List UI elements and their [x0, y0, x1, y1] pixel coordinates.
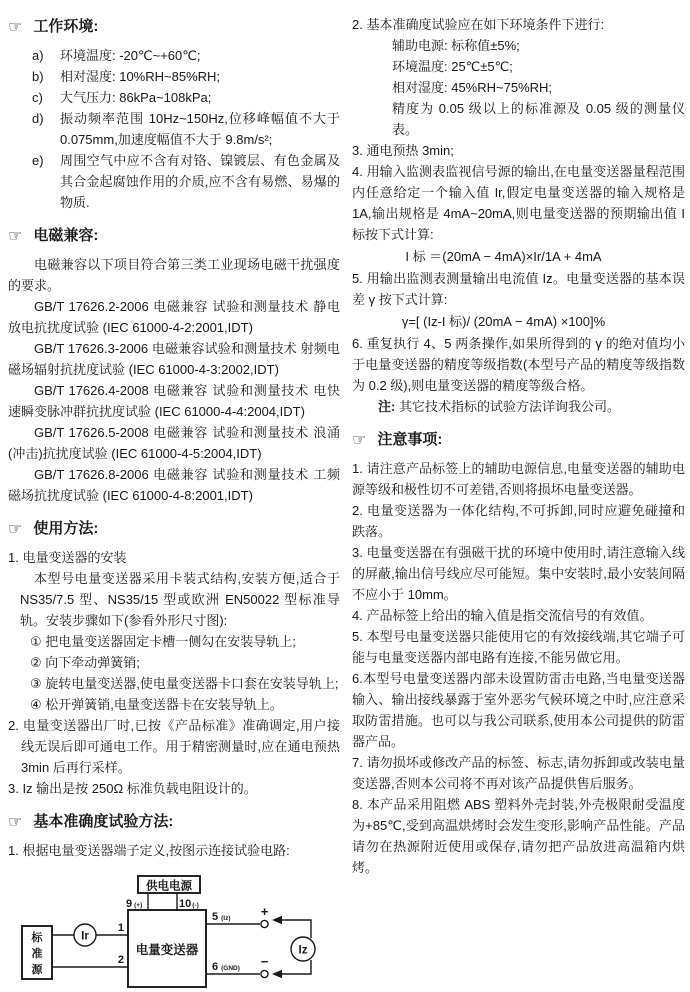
emc-standard: GB/T 17626.3-2006 电磁兼容试验和测量技术 射频电磁场辐射抗扰度试验 (IEC 61000-4-3:2002,IDT)	[8, 341, 340, 377]
pointing-hand-icon: ☞	[8, 814, 23, 831]
usage-step: ① 把电量变送器固定卡槽一侧勾在安装导轨上;	[30, 634, 296, 649]
item-label: e)	[32, 153, 44, 168]
standard-source-char: 源	[31, 964, 43, 976]
item-text: 环境温度: -20℃~+60℃;	[60, 48, 201, 63]
section-title-work-env: 工作环境:	[33, 18, 99, 35]
section-title-accuracy: 基本准确度试验方法:	[33, 813, 174, 830]
accuracy-item3: 3. 通电预热 3min;	[352, 143, 454, 158]
usage-item1-head: 1. 电量变送器的安装	[8, 550, 127, 565]
precaution-item: 6.本型号电量变送器内部未设置防雷击电路,当电量变送器输入、输出接线暴露于室外恶劣气候环境之中时,应注意采取防雷措施。也可以与我公司联系,使用本公司提供的防雷器产品。	[352, 671, 685, 749]
item-label: a)	[32, 48, 44, 63]
pointing-hand-icon: ☞	[8, 228, 23, 245]
work-env-item	[8, 108, 340, 150]
left-column	[8, 0, 340, 992]
emc-standard: GB/T 17626.2-2006 电磁兼容 试验和测量技术 静电放电抗扰度试验 (IEC 61000-4-2:2001,IDT)	[8, 299, 340, 335]
item-text: 相对湿度: 10%RH~85%RH;	[60, 69, 221, 84]
pointing-hand-icon: ☞	[352, 432, 367, 449]
formula-basic-error: γ=[ (Iz-I 标)/ (20mA − 4mA) ×100]%	[401, 314, 606, 329]
pin9-number: 9	[126, 898, 133, 910]
pin9-tag: (+)	[134, 902, 143, 909]
pin10-label	[179, 898, 199, 910]
iz-hook-top	[280, 920, 311, 938]
item-text: 周围空气中应不含有对铬、镍镀层、有色金属及其合金起腐蚀作用的介质,应不含有易燃、易爆的物质.	[60, 153, 340, 210]
work-env-item	[8, 87, 340, 108]
note-label: 注:	[378, 399, 396, 414]
precaution-item: 1. 请注意产品标签上的辅助电源信息,电量变送器的辅助电源等级和极性切不可差错,否则将损坏电量变送器。	[352, 461, 685, 497]
terminal-minus	[261, 970, 268, 977]
precaution-item: 3. 电量变送器在有强磁干扰的环境中使用时,请注意输入线的屏蔽,输出信号线应尽可能短。集中安装时,最小安装间隔不应小于 10mm。	[352, 545, 685, 602]
emc-standard: GB/T 17626.5-2008 电磁兼容 试验和测量技术 浪涌(冲击)抗扰度试验 (IEC 61000-4-5:2004,IDT)	[8, 425, 340, 461]
ir-meter-label: Ir	[81, 930, 89, 943]
usage-item3: 3. Iz 输出是按 250Ω 标准负载电阻设计的。	[8, 781, 257, 796]
work-env-item	[8, 66, 340, 87]
pin5-tag: (Iz)	[221, 915, 231, 922]
pointing-hand-icon: ☞	[8, 19, 23, 36]
transducer-label: 电量变送器	[135, 943, 199, 957]
section-usage	[8, 518, 340, 540]
accuracy-condition: 精度为 0.05 级以上的标准源及 0.05 级的测量仪表。	[392, 101, 685, 137]
accuracy-condition: 辅助电源: 标称值±5%;	[392, 38, 520, 53]
minus-sign: −	[260, 954, 269, 969]
precaution-item: 7. 请勿损坏或修改产品的标签、标志,请勿拆卸或改装电量变送器,否则本公司将不再对该产品提供售后服务。	[352, 755, 685, 791]
item-label: c)	[32, 90, 43, 105]
test-circuit-diagram	[8, 870, 340, 992]
work-env-item	[8, 45, 340, 66]
accuracy-item4: 4. 用输入监测表监视信号源的输出,在电量变送器量程范围内任意给定一个输入值 Ir,假定电量变送器的输入规格是 1A,输出规格是 4mA~20mA,则电量变送器的预期输出值 I 标按下式计算:	[352, 164, 685, 242]
precaution-item: 2. 电量变送器为一体化结构,不可拆卸,同时应避免碰撞和跌落。	[352, 503, 685, 539]
pin6-number: 6	[212, 961, 219, 973]
work-env-item	[8, 150, 340, 213]
usage-item2: 2. 电量变送器出厂时,已按《产品标准》准确调定,用户接线无误后即可通电工作。用于精密测量时,应在通电预热 3min 后再行采样。	[8, 718, 340, 775]
pin5-label	[212, 911, 231, 923]
standard-source-char: 标	[31, 932, 43, 944]
accuracy-item1: 1. 根据电量变送器端子定义,按图示连接试验电路:	[8, 843, 290, 858]
section-emc	[8, 225, 340, 247]
pin5-number: 5	[212, 911, 219, 923]
iz-meter-label: Iz	[298, 944, 308, 957]
precaution-item: 8. 本产品采用阻燃 ABS 塑料外壳封装,外壳极限耐受温度为+85℃,受到高温烘烤时会发生变形,影响产品性能。产品请勿在热源附近使用或保存,请勿把产品放进高温箱内烘烤。	[352, 797, 685, 875]
item-label: d)	[32, 111, 44, 126]
pin6-label	[212, 961, 240, 973]
emc-standard: GB/T 17626.8-2006 电磁兼容 试验和测量技术 工频磁场抗扰度试验 (IEC 61000-4-8:2001,IDT)	[8, 467, 340, 503]
arrow-left-icon	[272, 916, 282, 924]
note-text: 其它技术指标的试验方法详询我公司。	[395, 399, 620, 414]
section-title-emc: 电磁兼容:	[33, 227, 99, 244]
pin6-tag: (GND)	[221, 965, 240, 972]
item-text: 大气压力: 86kPa~108kPa;	[60, 90, 212, 105]
pin2-label: 2	[117, 954, 124, 966]
precaution-item: 5. 本型号电量变送器只能使用它的有效接线端,其它端子可能与电量变送器内部电路有连接,不能另做它用。	[352, 629, 685, 665]
accuracy-item2-head: 2. 基本准确度试验应在如下环境条件下进行:	[352, 17, 605, 32]
iz-hook-bottom	[280, 960, 311, 974]
section-title-precautions: 注意事项:	[377, 431, 443, 448]
usage-item1-body: 本型号电量变送器采用卡装式结构,安装方便,适合于 NS35/7.5 型、NS35/15 型或欧洲 EN50022 型标准导轨。安装步骤如下(参看外形尺寸图):	[20, 571, 340, 628]
emc-intro: 电磁兼容以下项目符合第三类工业现场电磁干扰强度的要求。	[8, 257, 340, 293]
item-label: b)	[32, 69, 44, 84]
usage-step: ② 向下牵动弹簧销;	[30, 655, 140, 670]
pin10-number: 10	[179, 898, 192, 910]
power-supply-label: 供电电源	[146, 880, 192, 893]
usage-step: ③ 旋转电量变送器,使电量变送器卡口套在安装导轨上;	[30, 676, 339, 691]
pin1-label: 1	[117, 922, 124, 934]
accuracy-condition: 环境温度: 25℃±5℃;	[392, 59, 513, 74]
item-text: 振动频率范围 10Hz~150Hz,位移峰幅值不大于 0.075mm,加速度幅值不大于 9.8m/s²;	[60, 111, 340, 147]
usage-step: ④ 松开弹簧销,电量变送器卡在安装导轨上。	[30, 697, 283, 712]
formula-expected-output: I 标 ＝(20mA − 4mA)×Ir/1A + 4mA	[405, 249, 602, 264]
section-title-usage: 使用方法:	[33, 520, 99, 537]
plus-sign: +	[260, 904, 269, 919]
circuit-svg	[8, 870, 340, 992]
right-column	[352, 0, 685, 878]
accuracy-item6: 6. 重复执行 4、5 两条操作,如果所得到的 γ 的绝对值均小于电量变送器的精度等级指数(本型号产品的精度等级指数为 0.2 级),则电量变送器的精度等级合格。	[352, 336, 685, 393]
arrow-left-icon	[272, 970, 282, 978]
pin10-tag: (-)	[192, 902, 199, 909]
pin9-label	[126, 898, 142, 910]
standard-source-char: 准	[31, 948, 43, 960]
section-precautions	[352, 429, 685, 451]
accuracy-condition: 相对湿度: 45%RH~75%RH;	[392, 80, 553, 95]
section-work-env	[8, 16, 340, 38]
accuracy-item5: 5. 用输出监测表测量输出电流值 Iz。电量变送器的基本误差 γ 按下式计算:	[352, 271, 685, 307]
precaution-item: 4. 产品标签上给出的输入值是指交流信号的有效值。	[352, 608, 653, 623]
section-accuracy	[8, 811, 340, 833]
terminal-plus	[261, 920, 268, 927]
emc-standard: GB/T 17626.4-2008 电磁兼容 试验和测量技术 电快速瞬变脉冲群抗扰度试验 (IEC 61000-4-4:2004,IDT)	[8, 383, 340, 419]
pointing-hand-icon: ☞	[8, 521, 23, 538]
accuracy-note	[352, 396, 685, 417]
